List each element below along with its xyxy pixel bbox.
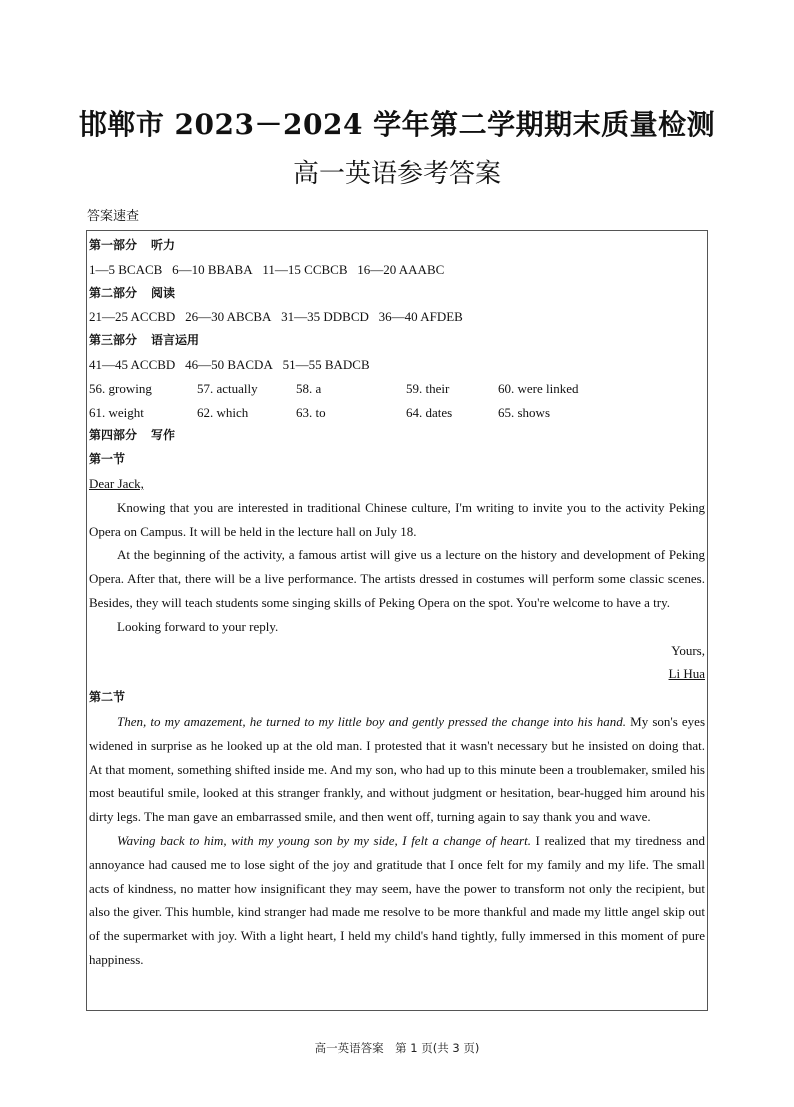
part3-answers	[89, 353, 707, 377]
part1-heading: 第一部分 听力	[89, 238, 176, 252]
answer-group: 16—20 AAABC	[357, 261, 445, 277]
fill-answer: 57. actually	[197, 380, 258, 396]
section2-label: 第二节	[89, 690, 126, 705]
part3-heading: 第三部分 语言运用	[89, 333, 200, 348]
answer-group: 46—50 BACDA	[185, 356, 273, 372]
letter-paragraph: Looking forward to your reply.	[117, 618, 279, 634]
continuation-paragraph: Then, to my amazement, he turned to my little boy and gently pressed the change into his hand. My son's eyes widened in surprise as he looked up at the old man. I protested that it wasn't necessary but he insisted on doing that. At that moment, something shifted inside me. And my son, who had up to this minute been a troublemaker, smiled his most beautiful smile, looked at this stranger frankly, and without judgment or hesitation, bear-hugged him around his dirty legs. The man gave an embarrassed smile, and then went off, turning again to say thank you and wave.	[89, 713, 706, 825]
answer-box	[86, 230, 708, 1011]
letter-paragraph: Knowing that you are interested in traditional Chinese culture, I'm writing to invite you to the activity Peking Opera on Campus. It will be held in the lecture hall on July 18.	[89, 499, 705, 539]
answer-group: 11—15 CCBCB	[262, 261, 348, 277]
part2-answers	[89, 305, 707, 329]
fill-answer: 63. to	[296, 404, 326, 420]
continuation-paragraph: Waving back to him, with my young son by my side, I felt a change of heart. I realized that my tiredness and annoyance had caused me to lose sight of the joy and gratitude that I once felt for my family and my life. The small acts of kindness, no matter how insignificant they may seem, have the power to transform not only the recipient, but also the giver. This humble, kind stranger had made me resolve to be more thankful and made my little angel skip out of the supermarket with joy. With a light heart, I held my child's hand tightly, fully immersed in this moment of pure happiness.	[89, 832, 705, 967]
answer-group: 6—10 BBABA	[172, 261, 253, 277]
fill-answers-row1	[89, 377, 707, 401]
letter-salutation: Dear Jack,	[89, 475, 144, 491]
part4-heading: 第四部分 写作	[89, 428, 176, 443]
given-opening-sentence: Then, to my amazement, he turned to my little boy and gently pressed the change into his hand.	[117, 713, 627, 729]
fill-answer: 64. dates	[406, 404, 453, 420]
part2-heading: 第二部分 阅读	[89, 285, 176, 300]
fill-answer: 65. shows	[498, 404, 551, 420]
answer-group: 41—45 ACCBD	[89, 356, 176, 372]
fill-answers-row2	[89, 401, 707, 425]
page-footer: 高一英语答案 第 1 页(共 3 页)	[314, 1041, 480, 1055]
answer-group: 1—5 BCACB	[89, 261, 163, 277]
answer-group: 26—30 ABCBA	[185, 309, 272, 325]
given-opening-sentence: Waving back to him, with my young son by my side, I felt a change of heart.	[117, 832, 531, 848]
letter-paragraph: At the beginning of the activity, a famous artist will give us a lecture on the history and development of Peking Opera. After that, there will be a live performance. The artists dressed in costumes will perform some classic scenes. Besides, they will teach students some singing skills of Peking Opera on the spot. You're welcome to have a try.	[89, 547, 705, 610]
section1-label: 第一节	[89, 452, 126, 467]
fill-answer: 61. weight	[89, 404, 144, 420]
fill-answer: 59. their	[406, 380, 450, 396]
fill-answer: 60. were linked	[498, 380, 579, 396]
fill-answer: 62. which	[197, 404, 249, 420]
answer-group: 51—55 BADCB	[282, 356, 370, 372]
fill-answer: 56. growing	[89, 380, 152, 396]
part1-answers	[89, 258, 707, 282]
document-title: 邯郸市 2023－2024 学年第二学期期末质量检测	[78, 108, 716, 141]
answer-group: 21—25 ACCBD	[89, 309, 176, 325]
letter-closing: Yours,	[671, 642, 705, 658]
answer-group: 31—35 DDBCD	[281, 309, 369, 325]
fill-answer: 58. a	[296, 380, 322, 396]
answer-group: 36—40 AFDEB	[378, 309, 463, 325]
letter-signature: Li Hua	[668, 666, 705, 682]
document-subtitle: 高一英语参考答案	[292, 159, 501, 189]
quick-check-label: 答案速查	[87, 209, 140, 224]
